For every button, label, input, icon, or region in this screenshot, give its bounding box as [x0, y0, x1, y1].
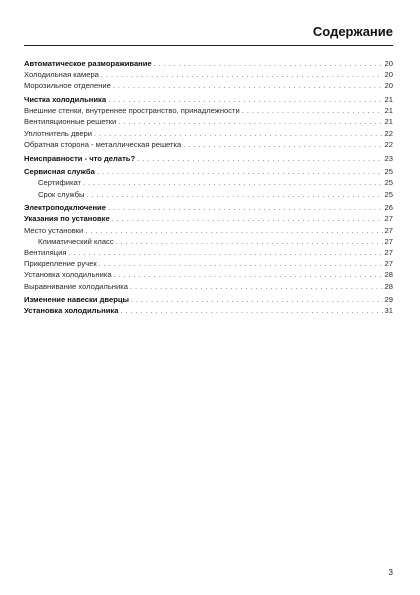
dot-leader	[68, 247, 382, 258]
toc-entry-page: 22	[384, 139, 393, 149]
toc-entry[interactable]	[24, 58, 393, 69]
toc-entry-title: Установка холодильника	[24, 270, 112, 280]
dot-leader	[137, 153, 382, 164]
page-number: 3	[388, 568, 393, 577]
toc-entry-title: Автоматическое размораживание	[24, 59, 152, 68]
toc-entry[interactable]	[24, 80, 393, 91]
toc-entry-page: 28	[384, 270, 393, 280]
dot-leader	[116, 236, 383, 247]
toc-entry-title: Указания по установке	[24, 214, 110, 224]
dot-leader	[108, 94, 382, 105]
toc-entry[interactable]	[24, 94, 393, 105]
toc-entry[interactable]	[24, 105, 393, 116]
toc-entry-title: Выравнивание холодильника	[24, 281, 128, 291]
toc-entry-page: 27	[384, 214, 393, 224]
toc-entry-page: 25	[384, 189, 393, 199]
toc-entry-title: Изменение навески дверцы	[24, 295, 129, 305]
toc-entry-page: 20	[384, 70, 393, 80]
dot-leader	[120, 305, 382, 316]
toc-entry[interactable]	[24, 166, 393, 177]
toc-entry[interactable]	[24, 213, 393, 224]
toc-entry-title: Вентиляционные решетки	[24, 117, 117, 127]
toc-entry[interactable]	[24, 269, 393, 280]
page-header	[24, 20, 393, 46]
toc-entry-page: 31	[384, 306, 393, 316]
dot-leader	[183, 139, 382, 150]
toc-entry[interactable]	[24, 139, 393, 150]
dot-leader	[114, 269, 383, 280]
toc-entry-title: Морозильное отделение	[24, 81, 111, 91]
page-title: Содержание	[312, 24, 393, 39]
dot-leader	[85, 225, 382, 236]
dot-leader	[99, 258, 383, 269]
toc-entry-title: Холодильная камера	[24, 70, 99, 80]
toc-entry-title: Чистка холодильника	[24, 95, 107, 105]
toc-entry[interactable]	[24, 177, 393, 188]
toc-entry-title: Сервисная служба	[24, 167, 95, 177]
toc-entry-title: Сертификат	[38, 178, 81, 188]
toc-entry-page: 20	[384, 81, 393, 91]
toc-entry-page: 21	[384, 95, 393, 105]
dot-leader	[94, 128, 383, 139]
table-of-contents	[24, 58, 393, 317]
toc-entry-title: Срок службы	[38, 189, 85, 199]
dot-leader	[108, 202, 383, 213]
toc-entry-page: 26	[384, 203, 393, 213]
toc-entry-title: Обратная сторона - металлическая решетка	[24, 139, 182, 149]
dot-leader	[118, 116, 382, 127]
toc-entry-page: 21	[384, 106, 393, 116]
toc-entry[interactable]	[24, 153, 393, 164]
toc-entry-title: Внешние стенки, внутреннее пространство, принадлежности	[24, 106, 240, 116]
dot-leader	[97, 166, 383, 177]
toc-entry-page: 27	[384, 259, 393, 269]
toc-entry-page: 20	[384, 59, 393, 68]
dot-leader	[83, 177, 383, 188]
toc-entry-page: 27	[384, 236, 393, 246]
toc-entry[interactable]	[24, 225, 393, 236]
dot-leader	[242, 105, 383, 116]
toc-entry[interactable]	[24, 305, 393, 316]
dot-leader	[154, 58, 383, 69]
dot-leader	[101, 69, 383, 80]
toc-entry[interactable]	[24, 236, 393, 247]
toc-entry-title: Уплотнитель двери	[24, 128, 93, 138]
dot-leader	[131, 294, 383, 305]
toc-entry[interactable]	[24, 116, 393, 127]
toc-entry-title: Прикрепление ручек	[24, 259, 97, 269]
toc-entry-page: 29	[384, 295, 393, 305]
toc-entry[interactable]	[24, 294, 393, 305]
toc-entry-title: Неисправности - что делать?	[24, 153, 136, 163]
dot-leader	[130, 281, 383, 292]
toc-entry-page: 21	[384, 117, 393, 127]
toc-entry-page: 25	[384, 167, 393, 177]
toc-entry[interactable]	[24, 247, 393, 258]
toc-entry-page: 27	[384, 225, 393, 235]
toc-entry[interactable]	[24, 281, 393, 292]
toc-entry-page: 22	[384, 128, 393, 138]
toc-entry[interactable]	[24, 189, 393, 200]
dot-leader	[86, 189, 382, 200]
dot-leader	[113, 80, 383, 91]
toc-entry-page: 23	[384, 153, 393, 163]
toc-entry[interactable]	[24, 258, 393, 269]
toc-entry-page: 28	[384, 281, 393, 291]
toc-entry-title: Электроподключение	[24, 203, 106, 213]
dot-leader	[112, 213, 383, 224]
toc-entry[interactable]	[24, 128, 393, 139]
toc-entry-page: 25	[384, 178, 393, 188]
toc-entry-title: Установка холодильника	[24, 306, 119, 316]
toc-entry-title: Климатический класс	[38, 236, 114, 246]
toc-entry[interactable]	[24, 69, 393, 80]
toc-entry-title: Вентиляция	[24, 248, 67, 257]
toc-entry-title: Место установки	[24, 225, 84, 235]
toc-entry[interactable]	[24, 202, 393, 213]
toc-entry-page: 27	[384, 248, 393, 257]
